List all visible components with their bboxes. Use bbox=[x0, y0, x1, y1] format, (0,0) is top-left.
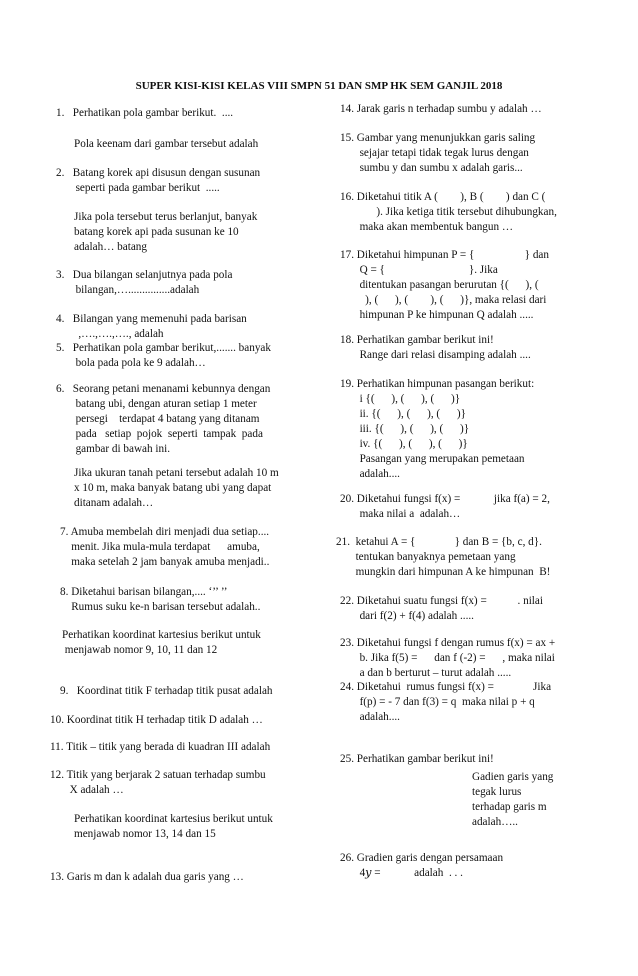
question-text: 7. Amuba membelah diri menjadi dua setiap.... menit. Jika mula-mula terdapat amuba, maka setelah 2 jam banyak amuba menjadi.. bbox=[60, 526, 270, 568]
question-text: 2. Batang korek api disusun dengan susunan seperti pada gambar berikut ..... bbox=[56, 167, 261, 194]
page-title: SUPER KISI-KISI KELAS VIII SMPN 51 DAN SMP HK SEM GANJIL 2018 bbox=[135, 80, 503, 92]
question-text: 26. Gradien garis dengan persamaan 4𝑦 = adalah . . . bbox=[340, 852, 504, 879]
question-text: 8. Diketahui barisan bilangan,.... ‘’’ ’’ Rumus suku ke-n barisan tersebut adalah.. bbox=[60, 586, 261, 613]
question-text: 13. Garis m dan k adalah dua garis yang … bbox=[50, 871, 244, 883]
question-text: 24. Diketahui rumus fungsi f(x) = Jika f(p) = - 7 dan f(3) = q maka nilai p + q adalah.... bbox=[340, 681, 552, 723]
question-text: Perhatikan koordinat kartesius berikut untuk menjawab nomor 9, 10, 11 dan 12 bbox=[62, 629, 261, 656]
question-text: 6. Seorang petani menanami kebunnya dengan batang ubi, dengan aturan setiap 1 meter persegi terdapat 4 batang yang ditanam pada setiap pojok seperti tampak pada gambar di bawah ini. bbox=[56, 383, 271, 455]
question-text: Perhatikan koordinat kartesius berikut untuk menjawab nomor 13, 14 dan 15 bbox=[74, 813, 273, 840]
question-text: 5. Perhatikan pola gambar berikut,....... banyak bola pada pola ke 9 adalah… bbox=[56, 342, 271, 369]
question-text: 4. Bilangan yang memenuhi pada barisan ,….,….,…., adalah bbox=[56, 313, 247, 340]
question-text: 9. Koordinat titik F terhadap titik pusat adalah bbox=[60, 685, 273, 697]
question-text: 11. Titik – titik yang berada di kuadran III adalah bbox=[50, 741, 271, 753]
question-text: 15. Gambar yang menunjukkan garis saling sejajar tetapi tidak tegak lurus dengan sumbu y dan sumbu x adalah garis... bbox=[340, 132, 536, 174]
question-text: 16. Diketahui titik A ( ), B ( ) dan C ( ). Jika ketiga titik tersebut dihubungkan, maka akan membentuk bangun … bbox=[340, 191, 557, 233]
question-text: 17. Diketahui himpunan P = { } dan Q = { }. Jika ditentukan pasangan berurutan {( ), ( ), ( ), ( ), ( )}, maka relasi dari himpunan P ke himpunan Q adalah ..... bbox=[340, 249, 549, 321]
question-text: 19. Perhatikan himpunan pasangan berikut: i {( ), ( ), ( )} ii. {( ), ( ), ( )} iii. {( ), ( ), ( )} iv. {( ), ( ), ( )} Pasangan yang merupakan pemetaan adalah.... bbox=[340, 378, 535, 480]
question-text: Gadien garis yang tegak lurus terhadap garis m adalah….. bbox=[472, 771, 554, 828]
question-text: 25. Perhatikan gambar berikut ini! bbox=[340, 753, 494, 765]
question-text: 10. Koordinat titik H terhadap titik D adalah … bbox=[50, 714, 263, 726]
question-text: 14. Jarak garis n terhadap sumbu y adalah … bbox=[340, 103, 542, 115]
question-text: 20. Diketahui fungsi f(x) = jika f(a) = 2, maka nilai a adalah… bbox=[340, 493, 550, 520]
question-text: 12. Titik yang berjarak 2 satuan terhadap sumbu X adalah … bbox=[50, 769, 266, 796]
question-text: 3. Dua bilangan selanjutnya pada pola bilangan,…...............adalah bbox=[56, 269, 233, 296]
question-text: 1. Perhatikan pola gambar berikut. .... bbox=[56, 107, 234, 119]
question-text: 23. Diketahui fungsi f dengan rumus f(x) = ax + b. Jika f(5) = dan f (-2) = , maka nilai a dan b berturut – turut adalah ..... bbox=[340, 637, 556, 679]
question-text: Jika ukuran tanah petani tersebut adalah 10 m x 10 m, maka banyak batang ubi yang dapat ditanam adalah… bbox=[74, 467, 279, 509]
question-text: Pola keenam dari gambar tersebut adalah bbox=[74, 138, 259, 150]
question-text: 18. Perhatikan gambar berikut ini! Range dari relasi disamping adalah .... bbox=[340, 334, 531, 361]
question-text: Jika pola tersebut terus berlanjut, banyak batang korek api pada susunan ke 10 adalah… batang bbox=[74, 211, 258, 253]
question-text: 21. ketahui A = { } dan B = {b, c, d}. tentukan banyaknya pemetaan yang mungkin dari himpunan A ke himpunan B! bbox=[336, 536, 551, 578]
question-text: 22. Diketahui suatu fungsi f(x) = . nilai dari f(2) + f(4) adalah ..... bbox=[340, 595, 543, 622]
